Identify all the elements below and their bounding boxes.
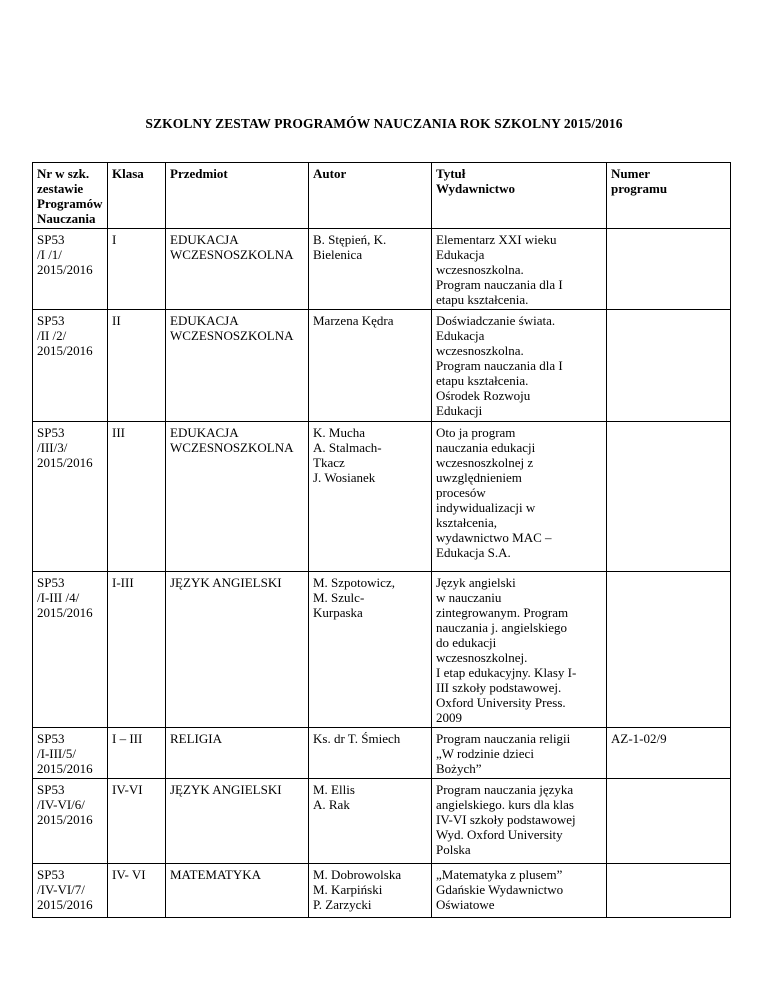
programs-table xyxy=(32,162,731,918)
cell-numer xyxy=(607,310,731,422)
table-row xyxy=(33,864,731,918)
cell-przedmiot: EDUKACJA WCZESNOSZKOLNA xyxy=(166,229,309,310)
table-header-row xyxy=(33,163,731,229)
cell-numer xyxy=(607,422,731,572)
cell-przedmiot: RELIGIA xyxy=(166,728,309,779)
cell-przedmiot: EDUKACJA WCZESNOSZKOLNA xyxy=(166,422,309,572)
table-row xyxy=(33,229,731,310)
cell-numer xyxy=(607,864,731,918)
table-row xyxy=(33,572,731,728)
table-row xyxy=(33,310,731,422)
table-row xyxy=(33,728,731,779)
cell-autor: B. Stępień, K. Bielenica xyxy=(309,229,432,310)
cell-klasa: IV-VI xyxy=(108,779,166,864)
cell-numer xyxy=(607,779,731,864)
table-row xyxy=(33,422,731,572)
cell-klasa: III xyxy=(108,422,166,572)
cell-nr: SP53 /I-III/5/ 2015/2016 xyxy=(33,728,108,779)
cell-klasa: IV- VI xyxy=(108,864,166,918)
cell-nr: SP53 /IV-VI/6/ 2015/2016 xyxy=(33,779,108,864)
table-row xyxy=(33,779,731,864)
cell-nr: SP53 /II /2/ 2015/2016 xyxy=(33,310,108,422)
cell-przedmiot: JĘZYK ANGIELSKI xyxy=(166,572,309,728)
cell-numer xyxy=(607,572,731,728)
cell-przedmiot: JĘZYK ANGIELSKI xyxy=(166,779,309,864)
cell-tytul: Oto ja program nauczania edukacji wczesnoszkolnej z uwzględnieniem procesów indywidualizacji w kształcenia, wydawnictwo MAC – Edukacja S.A. xyxy=(432,422,607,572)
cell-numer: AZ-1-02/9 xyxy=(607,728,731,779)
cell-tytul: Program nauczania religii „W rodzinie dzieci Bożych” xyxy=(432,728,607,779)
cell-przedmiot: EDUKACJA WCZESNOSZKOLNA xyxy=(166,310,309,422)
header-przedmiot: Przedmiot xyxy=(166,163,309,229)
cell-klasa: I – III xyxy=(108,728,166,779)
cell-autor: M. Ellis A. Rak xyxy=(309,779,432,864)
cell-numer xyxy=(607,229,731,310)
cell-nr: SP53 /I /1/ 2015/2016 xyxy=(33,229,108,310)
cell-klasa: I-III xyxy=(108,572,166,728)
header-nr: Nr w szk. zestawie Programów Nauczania xyxy=(33,163,108,229)
header-tytul: Tytuł Wydawnictwo xyxy=(432,163,607,229)
cell-nr: SP53 /IV-VI/7/ 2015/2016 xyxy=(33,864,108,918)
cell-autor: K. Mucha A. Stalmach- Tkacz J. Wosianek xyxy=(309,422,432,572)
document-title: SZKOLNY ZESTAW PROGRAMÓW NAUCZANIA ROK SZKOLNY 2015/2016 xyxy=(145,116,623,131)
cell-autor: Ks. dr T. Śmiech xyxy=(309,728,432,779)
header-klasa: Klasa xyxy=(108,163,166,229)
cell-autor: M. Dobrowolska M. Karpiński P. Zarzycki xyxy=(309,864,432,918)
cell-tytul: Doświadczanie świata. Edukacja wczesnoszkolna. Program nauczania dla I etapu kształcenia. Ośrodek Rozwoju Edukacji xyxy=(432,310,607,422)
cell-tytul: „Matematyka z plusem” Gdańskie Wydawnictwo Oświatowe xyxy=(432,864,607,918)
cell-nr: SP53 /I-III /4/ 2015/2016 xyxy=(33,572,108,728)
cell-klasa: II xyxy=(108,310,166,422)
cell-klasa: I xyxy=(108,229,166,310)
cell-autor: M. Szpotowicz, M. Szulc- Kurpaska xyxy=(309,572,432,728)
cell-tytul: Elementarz XXI wieku Edukacja wczesnoszkolna. Program nauczania dla I etapu kształcenia. xyxy=(432,229,607,310)
cell-autor: Marzena Kędra xyxy=(309,310,432,422)
cell-nr: SP53 /III/3/ 2015/2016 xyxy=(33,422,108,572)
cell-tytul: Program nauczania języka angielskiego. kurs dla klas IV-VI szkoły podstawowej Wyd. Oxford University Polska xyxy=(432,779,607,864)
cell-tytul: Język angielski w nauczaniu zintegrowanym. Program nauczania j. angielskiego do edukacji wczesnoszkolnej. I etap edukacyjny. Klasy I- III szkoły podstawowej. Oxford University Press. 2009 xyxy=(432,572,607,728)
header-autor: Autor xyxy=(309,163,432,229)
header-numer: Numer programu xyxy=(607,163,731,229)
cell-przedmiot: MATEMATYKA xyxy=(166,864,309,918)
